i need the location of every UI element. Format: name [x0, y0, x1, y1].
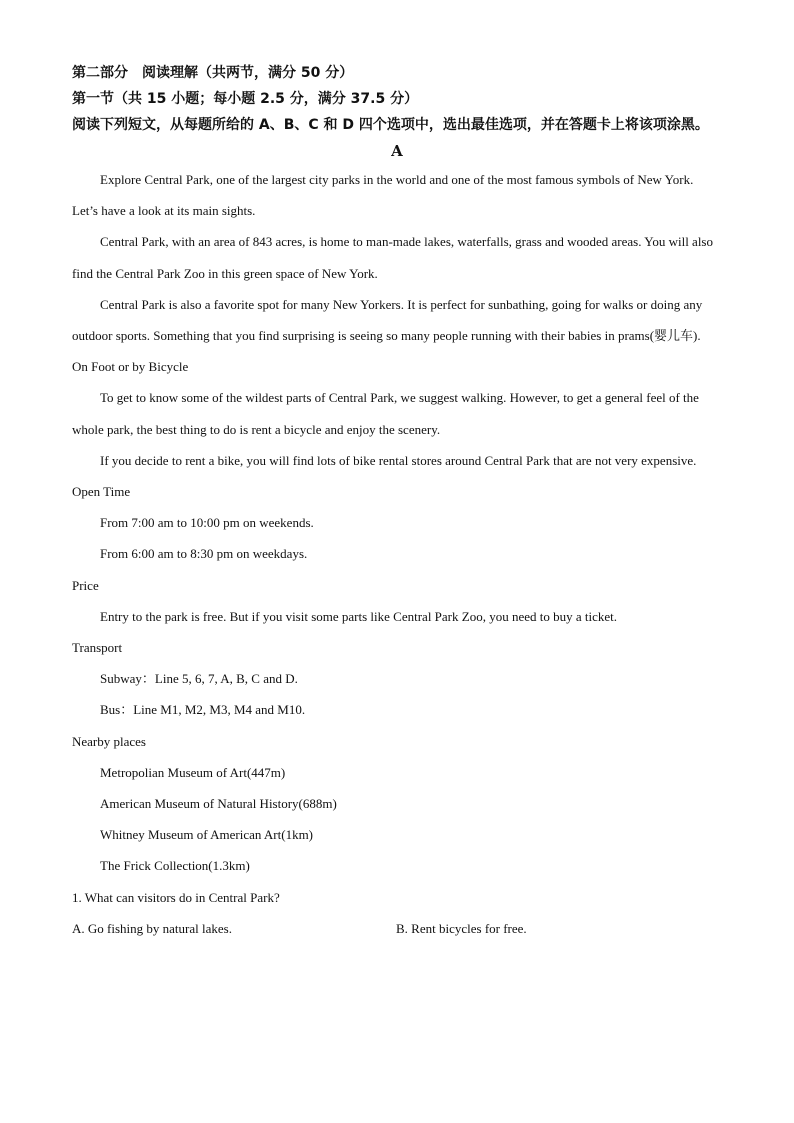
nearby-place: The Frick Collection(1.3km) — [100, 858, 250, 874]
nearby-place: Whitney Museum of American Art(1km) — [100, 827, 314, 843]
paragraph: If you decide to rent a bike, you will find lots of bike rental stores around Central Park that are not very expensive. — [100, 452, 697, 468]
open-time-heading: Open Time — [72, 484, 131, 500]
paragraph: Explore Central Park, one of the largest city parks in the world and one of the most famous symbols of New York. Let’s have a look at its main sights. — [72, 172, 694, 219]
question-stem: 1. What can visitors do in Central Park? — [72, 889, 280, 905]
price-heading: Price — [72, 577, 99, 593]
option-a[interactable]: A. Go fishing by natural lakes. — [72, 920, 232, 936]
answer-options — [72, 913, 722, 944]
passage-label: A — [391, 142, 403, 160]
paragraph: Central Park, with an area of 843 acres, is home to man-made lakes, waterfalls, grass and wooded areas. You will also find the Central Park Zoo in this green space of New York. — [72, 234, 713, 281]
exam-page — [72, 60, 722, 944]
nearby-place: American Museum of Natural History(688m) — [100, 796, 337, 812]
open-time-line: From 7:00 am to 10:00 pm on weekends. — [100, 515, 314, 531]
subway-line: Subway：Line 5, 6, 7, A, B, C and D. — [100, 671, 298, 687]
bus-line: Bus：Line M1, M2, M3, M4 and M10. — [100, 702, 306, 718]
nearby-place: Metropolian Museum of Art(447m) — [100, 764, 286, 780]
paragraph: To get to know some of the wildest parts of Central Park, we suggest walking. However, to get a general feel of the whole park, the best thing to do is rent a bicycle and enjoy the scenery. — [72, 390, 699, 437]
paragraph: Central Park is also a favorite spot for many New Yorkers. It is perfect for sunbathing, going for walks or doing any outdoor sports. Something that you find surprising is seeing so many people running with their babies in prams(婴儿车). — [72, 296, 703, 344]
section-heading: 第一节（共 15 小题；每小题 2.5 分，满分 37.5 分） — [72, 91, 419, 107]
open-time-line: From 6:00 am to 8:30 pm on weekdays. — [100, 546, 308, 562]
option-b[interactable]: B. Rent bicycles for free. — [396, 920, 527, 936]
part-heading: 第二部分 阅读理解（共两节，满分 50 分） — [72, 65, 354, 81]
foot-bicycle-heading: On Foot or by Bicycle — [72, 359, 189, 375]
instructions: 阅读下列短文，从每题所给的 A、B、C 和 D 四个选项中，选出最佳选项，并在答题卡上将该项涂黑。 — [72, 117, 709, 133]
transport-heading: Transport — [72, 640, 123, 656]
nearby-heading: Nearby places — [72, 733, 146, 749]
price-text: Entry to the park is free. But if you visit some parts like Central Park Zoo, you need to buy a ticket. — [100, 608, 617, 624]
